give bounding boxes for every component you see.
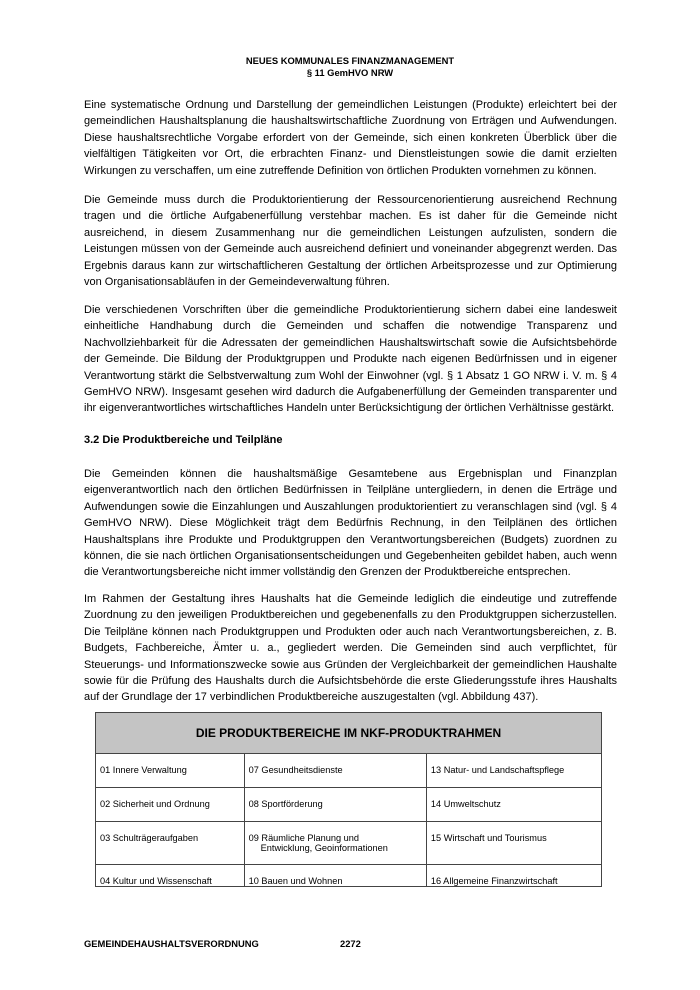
header-subtitle: § 11 GemHVO NRW [306, 67, 394, 78]
table-cell: 03 Schulträgeraufgaben [96, 822, 245, 865]
table-cell: 04 Kultur und Wissenschaft [96, 865, 245, 887]
page-header [0, 55, 700, 79]
paragraph-1: Eine systematische Ordnung und Darstellung der gemeindlichen Leistungen (Produkte) erleichtert bei der gemeindlichen Haushaltsplanung die haushaltswirtschaftliche Zuordnung von Erträgen und Aufwendungen. Diese haushaltsrechtliche Vorgabe erfordert von der Gemeinde, sich einen konkreten Überblick über die vielfältigen Tätigkeiten vor Ort, die erbrachten Finanz- und Dienstleistungen sowie die damit erzielten Wirkungen zu verschaffen, um eine zutreffende Definition von örtlichen Produkten vornehmen zu können. [84, 99, 617, 177]
table-cell: 13 Natur- und Landschaftspflege [426, 754, 601, 788]
table-row [96, 754, 602, 788]
footer-title: GEMEINDEHAUSHALTSVERORDNUNG [84, 938, 259, 949]
table-cell: 16 Allgemeine Finanzwirtschaft [426, 865, 601, 887]
table-row [96, 788, 602, 822]
table-cell: 10 Bauen und Wohnen [244, 865, 426, 887]
table-cell [244, 822, 426, 865]
product-areas-table [95, 712, 602, 887]
table-cell: 07 Gesundheitsdienste [244, 754, 426, 788]
paragraph-2: Die Gemeinde muss durch die Produktorientierung der Ressourcenorientierung ausreichend Rechnung tragen und die örtliche Aufgabenerfüllung verstehbar machen. Es ist daher für die Gemeinde nicht ausreichend, in diesem Zusammenhang nur die gemeindlichen Leistungen aufzulisten, sondern die Leistungen müssen von der Gemeinde auch ausreichend definiert und voneinander abgegrenzt werden. Das Ergebnis daraus kann zur wirtschaftlicheren Gestaltung der örtlichen Arbeitsprozesse und zur Optimierung von Organisationsabläufen in der Gemeindeverwaltung führen. [84, 194, 617, 289]
paragraph-5: Im Rahmen der Gestaltung ihres Haushalts hat die Gemeinde lediglich die eindeutige und zutreffende Zuordnung zu den jeweiligen Produktbereichen und gegebenenfalls zu den Produktgruppen sicherzustellen. Die Teilpläne können nach Produktgruppen und Produkten oder auch nach Verantwortungsbereichen, z. B. Budgets, Fachbereiche, Ämter u. a., gegliedert werden. Die Gemeinden sind auch verpflichtet, für Steuerungs- und Informationszwecke sowie aus Gründen der Vergleichbarkeit der gemeindlichen Haushalte sowie für die Prüfung des Haushalts durch die Aufsichtsbehörde die erste Gliederungsstufe ihres Haushalts auf der Grundlage der 17 verbindlichen Produktbereiche auszugestalten (vgl. Abbildung 437). [84, 593, 617, 704]
section-heading: 3.2 Die Produktbereiche und Teilpläne [84, 434, 283, 446]
table-cell: 02 Sicherheit und Ordnung [96, 788, 245, 822]
table-cell: 15 Wirtschaft und Tourismus [426, 822, 601, 865]
table-row [96, 865, 602, 887]
cell-line-2: Entwicklung, Geoinformationen [260, 843, 388, 853]
table-title: DIE PRODUKTBEREICHE IM NKF-PRODUKTRAHMEN [96, 713, 602, 754]
header-title: NEUES KOMMUNALES FINANZMANAGEMENT [245, 55, 455, 66]
cell-line-1: 09 Räumliche Planung und [248, 833, 359, 843]
page-number: 2272 [340, 938, 361, 949]
table-row [96, 822, 602, 865]
table-cell: 14 Umweltschutz [426, 788, 601, 822]
paragraph-3: Die verschiedenen Vorschriften über die gemeindliche Produktorientierung sichern dabei eine landesweit einheitliche Handhabung durch die Gemeinden und schaffen die notwendige Transparenz und Nachvollziehbarkeit für die Adressaten der gemeindlichen Haushaltswirtschaft sowie die Aufsichtsbehörde der Gemeinde. Die Bildung der Produktgruppen und Produkte nach eigenen Bedürfnissen und in eigener Verantwortung stärkt die Selbstverwaltung zum Wohl der Einwohner (vgl. § 1 Absatz 1 GO NRW i. V. m. § 4 GemHVO NRW). Insgesamt gesehen wird dadurch die Aufgabenerfüllung der Gemeinden transparenter und ihr eigenverantwortliches wirtschaftliches Handeln unter Berücksichtigung der örtlichen Verhältnisse gestärkt. [84, 304, 617, 415]
table-cell: 01 Innere Verwaltung [96, 754, 245, 788]
table-cell: 08 Sportförderung [244, 788, 426, 822]
paragraph-4: Die Gemeinden können die haushaltsmäßige Gesamtebene aus Ergebnisplan und Finanzplan eigenverantwortlich nach den örtlichen Bedürfnissen in Teilpläne untergliedern, in denen die Erträge und Aufwendungen sowie die Einzahlungen und Auszahlungen produktorientiert zu veranschlagen sind (vgl. § 4 GemHVO NRW). Diese Möglichkeit trägt dem Bedürfnis Rechnung, in den Teilplänen des örtlichen Haushaltsplans ihre Produkte und Produktgruppen den Verantwortungsbereichen (Budgets) zuordnen zu können, die sie nach örtlichen Organisationsentscheidungen und Gegebenheiten gebildet haben, auch wenn die Verantwortungsbereiche nicht immer vollständig den Grenzen der Produktbereiche entsprechen. [84, 468, 617, 579]
